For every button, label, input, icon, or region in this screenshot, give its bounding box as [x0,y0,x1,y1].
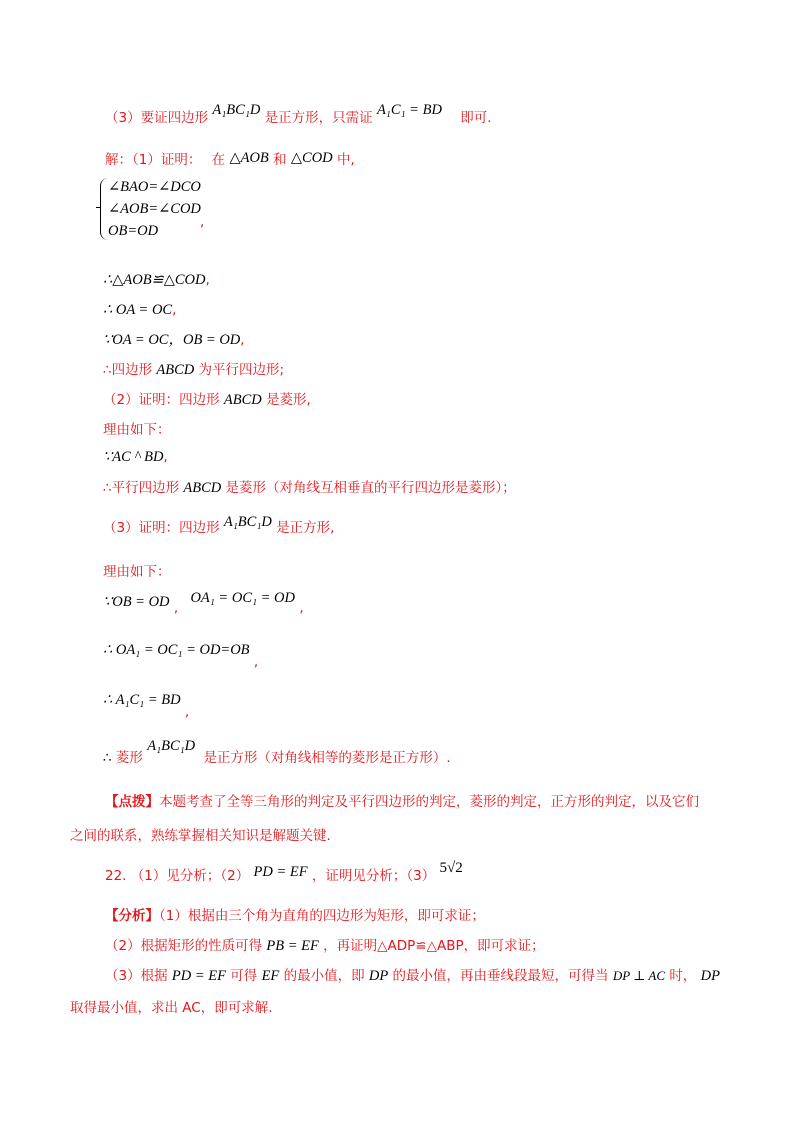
reason-label-2: 理由如下： [103,564,171,580]
question-22-answer: 22. （1）见分析；（2） PD = EF ，证明见分析；（3） 5√2 [105,860,463,884]
step-oa-oc: ∴ OA = OC, [103,302,177,318]
step-parallelogram: ∴四边形 ABCD 为平行四边形; [103,362,285,378]
step-diagonals-equal: ∴ A₁C₁ = BD , [103,692,190,720]
step-all-equal: ∴ OA₁ = OC₁ = OD=OB , [103,642,259,670]
step-perpendicular: ∵AC ^ BD, [103,449,168,465]
fenxi-line-4: 取得最小值，求出 AC，即可求解. [70,1000,273,1016]
step-because: ∵OA = OC，OB = OD, [103,332,245,348]
math-equation: A₁C₁ = BD [376,102,442,118]
math-quadrilateral: A₁BC₁D [212,102,261,118]
system-row-2: ∠AOB=∠COD [108,201,201,217]
analysis-step-3: （3）要证四边形 A₁BC₁D 是正方形，只需证 A₁C₁ = BD 即可. [105,102,492,126]
system-row-1: ∠BAO=∠DCO [108,179,201,195]
fenxi-line-2: （2）根据矩形的性质可得 PB = EF ，再证明△ADP≌△ABP，即可求证； [105,938,545,954]
dianbo-line-1: 【点拨】本题考查了全等三角形的判定及平行四边形的判定，菱形的判定，正方形的判定，以及它们 [105,794,699,810]
step-congruent: ∴△AOB≌△COD, [103,272,210,288]
proof-3-heading: （3）证明：四边形 A₁BC₁D 是正方形, [103,514,335,536]
step-equal-halves: ∵OB = OD , OA₁ = OC₁ = OD , [103,590,304,616]
fenxi-line-1: 【分析】（1）根据由三个角为直角的四边形为矩形，即可求证； [105,908,485,924]
dianbo-line-2: 之间的联系，熟练掌握相关知识是解题关键. [70,828,331,844]
solution-heading: 解：（1）证明： 在 △AOB 和 △COD 中, [105,150,355,168]
step-rhombus: ∴平行四边形 ABCD 是菱形（对角线互相垂直的平行四边形是菱形）； [103,480,516,496]
proof-2-heading: （2）证明：四边形 ABCD 是菱形, [103,392,311,408]
reason-label: 理由如下： [103,422,171,438]
system-row-3: OB=OD [108,223,159,239]
system-brace-tip [96,207,101,208]
step-conclusion-square: ∴ 菱形 A₁BC₁D 是正方形（对角线相等的菱形是正方形）. [103,738,451,766]
fenxi-line-3: （3）根据 PD = EF 可得 EF 的最小值，即 DP 的最小值，再由垂线段最短，可得当 DP ⊥ AC 时， DP [105,968,720,984]
